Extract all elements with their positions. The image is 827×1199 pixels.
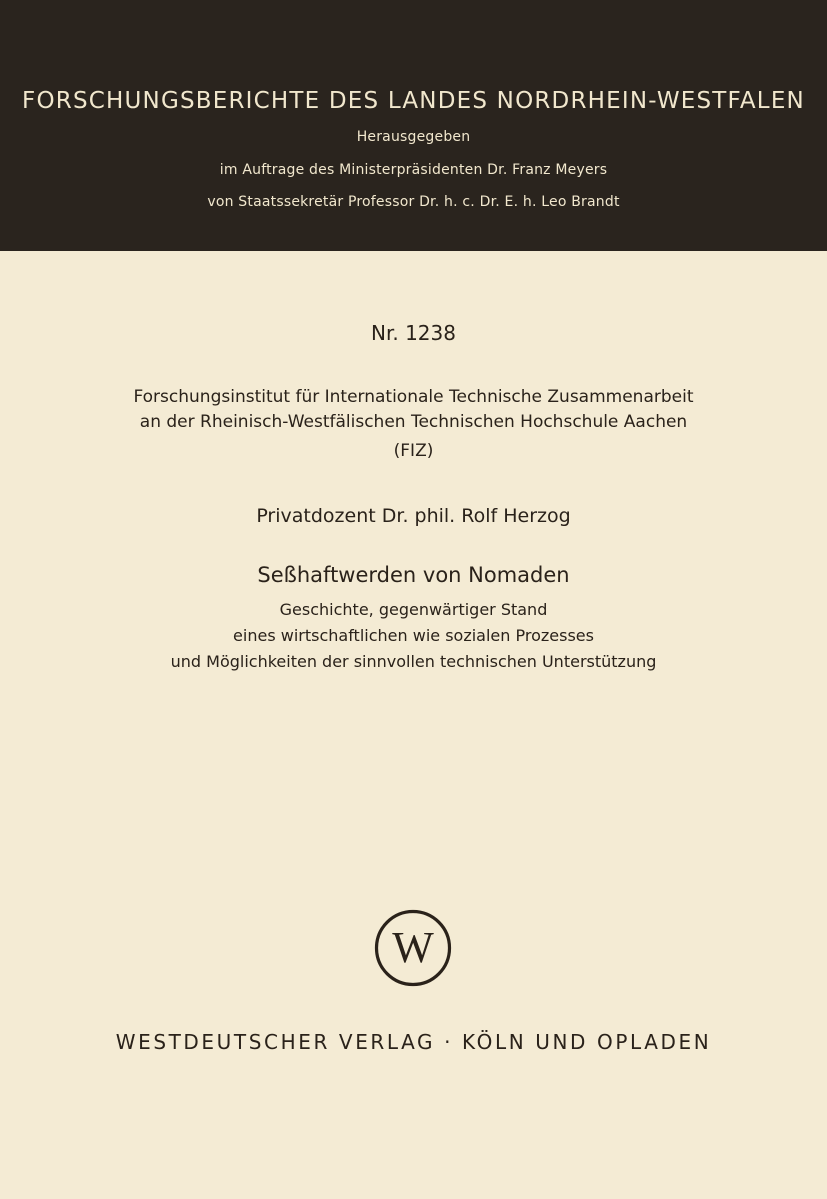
editor-line-1: Herausgegeben	[356, 129, 471, 145]
logo-svg	[374, 909, 452, 987]
book-title: Seßhaftwerden von Nomaden	[257, 563, 570, 587]
report-number: Nr. 1238	[371, 321, 456, 345]
logo-letter: W	[392, 923, 434, 972]
subtitle-line-3: und Möglichkeiten der sinnvollen technischen Unterstützung	[170, 652, 657, 671]
institute-line-2: an der Rheinisch-Westfälischen Technischen Hochschule Aachen	[139, 412, 688, 432]
series-title: FORSCHUNGSBERICHTE DES LANDES NORDRHEIN-WESTFALEN	[22, 88, 805, 114]
publisher-w-logo-icon	[374, 909, 452, 987]
publisher-imprint: WESTDEUTSCHER VERLAG · KÖLN UND OPLADEN	[115, 1030, 712, 1054]
institute-line-1: Forschungsinstitut für Internationale Technische Zusammenarbeit	[133, 387, 694, 407]
institute-abbreviation: (FIZ)	[393, 441, 434, 461]
header-band	[0, 0, 827, 251]
subtitle-line-2: eines wirtschaftlichen wie sozialen Prozesses	[233, 626, 594, 645]
subtitle-line-1: Geschichte, gegenwärtiger Stand	[279, 600, 548, 619]
author: Privatdozent Dr. phil. Rolf Herzog	[256, 505, 571, 527]
editor-line-3: von Staatssekretär Professor Dr. h. c. Dr. E. h. Leo Brandt	[207, 194, 620, 210]
editor-line-2: im Auftrage des Ministerpräsidenten Dr. Franz Meyers	[219, 162, 608, 178]
